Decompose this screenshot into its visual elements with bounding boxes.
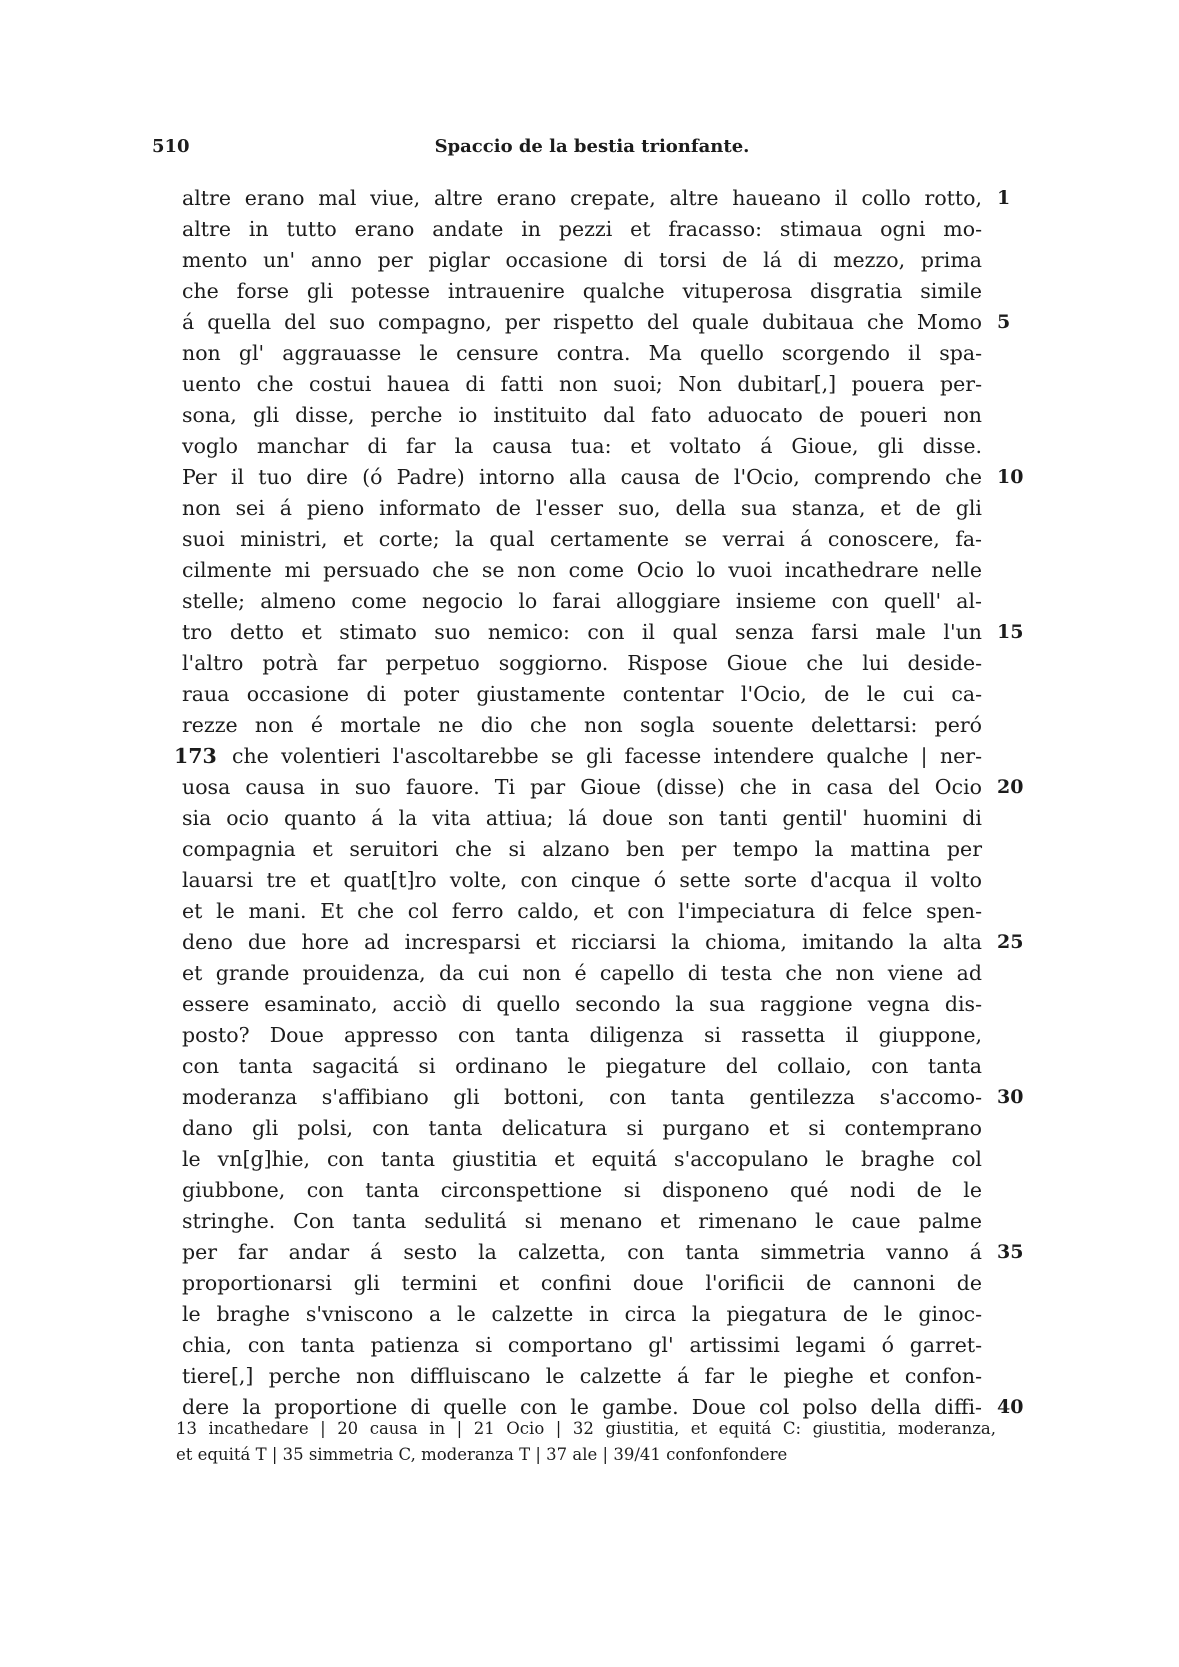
text-line: [174, 741, 982, 772]
line-text: rezze non é mortale ne dio che non sogla souente delettarsi: peró: [182, 713, 982, 737]
text-line: [182, 1299, 982, 1330]
line-text: suoi ministri, et corte; la qual certamente se verrai á conoscere, fa-: [182, 527, 982, 551]
text-line: [182, 1113, 982, 1144]
text-line: [182, 617, 1024, 648]
line-text: Per il tuo dire (ó Padre) intorno alla causa de l'Ocio, comprendo che: [182, 465, 982, 489]
line-number: 40: [997, 1396, 1024, 1418]
line-text: altre in tutto erano andate in pezzi et fracasso: stimaua ogni mo-: [182, 217, 982, 241]
text-line: [182, 1206, 982, 1237]
line-text: che volentieri l'ascoltarebbe se gli facesse intendere qualche | ner-: [232, 744, 982, 768]
text-line: [182, 369, 982, 400]
text-line: [182, 865, 982, 896]
text-line: [182, 772, 1024, 803]
text-line: [182, 276, 982, 307]
line-text: dere la proportione di quelle con le gambe. Doue col polso della diffi-: [182, 1395, 982, 1419]
text-line: [182, 214, 982, 245]
line-text: le braghe s'vniscono a le calzette in circa la piegatura de le ginoc-: [182, 1302, 982, 1326]
text-line: [182, 989, 982, 1020]
line-text: essere esaminato, acciò di quello secondo la sua raggione vegna dis-: [182, 992, 982, 1016]
text-line: [182, 1361, 982, 1392]
line-text: chia, con tanta patienza si comportano gl' artissimi legami ó garret-: [182, 1333, 982, 1357]
line-text: lauarsi tre et quat[t]ro volte, con cinque ó sette sorte d'acqua il volto: [182, 868, 982, 892]
line-text: raua occasione di poter giustamente contentar l'Ocio, de le cui ca-: [182, 682, 982, 706]
line-text: le vn[g]hie, con tanta giustitia et equitá s'accopulano le braghe col: [182, 1147, 982, 1171]
text-line: [182, 1051, 982, 1082]
line-text: che forse gli potesse intrauenire qualche vituperosa disgratia simile: [182, 279, 982, 303]
line-text: sona, gli disse, perche io instituito dal fato aduocato de poueri non: [182, 403, 982, 427]
text-line: [182, 462, 1024, 493]
text-line: [182, 1175, 982, 1206]
line-number: 10: [997, 466, 1024, 488]
text-line: [182, 896, 982, 927]
line-number: 25: [997, 931, 1024, 953]
text-line: [182, 307, 1011, 338]
text-line: [182, 927, 1024, 958]
line-number: 35: [997, 1241, 1024, 1263]
line-text: mento un' anno per piglar occasione di torsi de lá di mezzo, prima: [182, 248, 982, 272]
text-line: [182, 1082, 1024, 1113]
line-number: 30: [997, 1086, 1024, 1108]
line-number: 1: [997, 187, 1011, 209]
line-text: non gl' aggrauasse le censure contra. Ma quello scorgendo il spa-: [182, 341, 982, 365]
body-text: [174, 183, 1024, 1423]
line-text: cilmente mi persuado che se non come Ocio lo vuoi incathedrare nelle: [182, 558, 982, 582]
line-number: 5: [997, 311, 1011, 333]
line-text: á quella del suo compagno, per rispetto del quale dubitaua che Momo: [182, 310, 982, 334]
critical-apparatus: [176, 1416, 996, 1468]
text-line: [182, 586, 982, 617]
page-number: 510: [152, 136, 190, 157]
line-text: stelle; almeno come negocio lo farai alloggiare insieme con quell' al-: [182, 589, 982, 613]
text-line: [182, 245, 982, 276]
margin-page-ref: 173: [174, 741, 223, 772]
footnote-line: et equitá T | 35 simmetria C, moderanza T | 37 ale | 39/41 confonfondere: [176, 1445, 788, 1464]
text-line: [182, 648, 982, 679]
text-line: [182, 803, 982, 834]
footnote-line: 13 incathedare | 20 causa in | 21 Ocio | 32 giustitia, et equitá C: giustitia, moderanza,: [176, 1419, 996, 1438]
line-text: uento che costui hauea di fatti non suoi; Non dubitar[,] pouera per-: [182, 372, 982, 396]
line-text: proportionarsi gli termini et confini doue l'orificii de cannoni de: [182, 1271, 982, 1295]
line-text: voglo manchar di far la causa tua: et voltato á Gioue, gli disse.: [182, 434, 982, 458]
line-text: sia ocio quanto á la vita attiua; lá doue son tanti gentil' huomini di: [182, 806, 982, 830]
line-text: per far andar á sesto la calzetta, con tanta simmetria vanno á: [182, 1240, 982, 1264]
line-text: tiere[,] perche non diffluiscano le calzette á far le pieghe et confon-: [182, 1364, 982, 1388]
line-text: uosa causa in suo fauore. Ti par Gioue (disse) che in casa del Ocio: [182, 775, 982, 799]
text-line: [182, 431, 982, 462]
text-line: [182, 338, 982, 369]
line-text: con tanta sagacitá si ordinano le piegature del collaio, con tanta: [182, 1054, 982, 1078]
line-text: giubbone, con tanta circonspettione si disponeno qué nodi de le: [182, 1178, 982, 1202]
text-line: [182, 1144, 982, 1175]
line-text: stringhe. Con tanta sedulitá si menano et rimenano le caue palme: [182, 1209, 982, 1233]
line-text: posto? Doue appresso con tanta diligenza si rassetta il giuppone,: [182, 1023, 982, 1047]
line-number: 15: [997, 621, 1024, 643]
text-line: [182, 834, 982, 865]
line-text: altre erano mal viue, altre erano crepate, altre haueano il collo rotto,: [182, 186, 982, 210]
line-text: l'altro potrà far perpetuo soggiorno. Rispose Gioue che lui deside-: [182, 651, 982, 675]
line-text: compagnia et seruitori che si alzano ben per tempo la mattina per: [182, 837, 982, 861]
text-line: [182, 710, 982, 741]
line-text: et le mani. Et che col ferro caldo, et con l'impeciatura di felce spen-: [182, 899, 982, 923]
text-line: [182, 1330, 982, 1361]
line-text: tro detto et stimato suo nemico: con il qual senza farsi male l'un: [182, 620, 982, 644]
line-text: dano gli polsi, con tanta delicatura si purgano et si contemprano: [182, 1116, 982, 1140]
line-text: deno due hore ad incresparsi et ricciarsi la chioma, imitando la alta: [182, 930, 982, 954]
text-line: [182, 1268, 982, 1299]
line-text: non sei á pieno informato de l'esser suo, della sua stanza, et de gli: [182, 496, 982, 520]
text-line: [182, 1237, 1024, 1268]
text-line: [182, 493, 982, 524]
line-text: moderanza s'affibiano gli bottoni, con tanta gentilezza s'accomo-: [182, 1085, 982, 1109]
text-line: [182, 183, 1011, 214]
running-title: Spaccio de la bestia trionfante.: [434, 136, 750, 157]
text-line: [182, 524, 982, 555]
text-line: [182, 400, 982, 431]
text-line: [182, 1020, 982, 1051]
page-header: [152, 136, 1032, 166]
text-line: [182, 555, 982, 586]
text-line: [182, 679, 982, 710]
text-line: [182, 958, 982, 989]
line-text: et grande prouidenza, da cui non é capello di testa che non viene ad: [182, 961, 982, 985]
line-number: 20: [997, 776, 1024, 798]
